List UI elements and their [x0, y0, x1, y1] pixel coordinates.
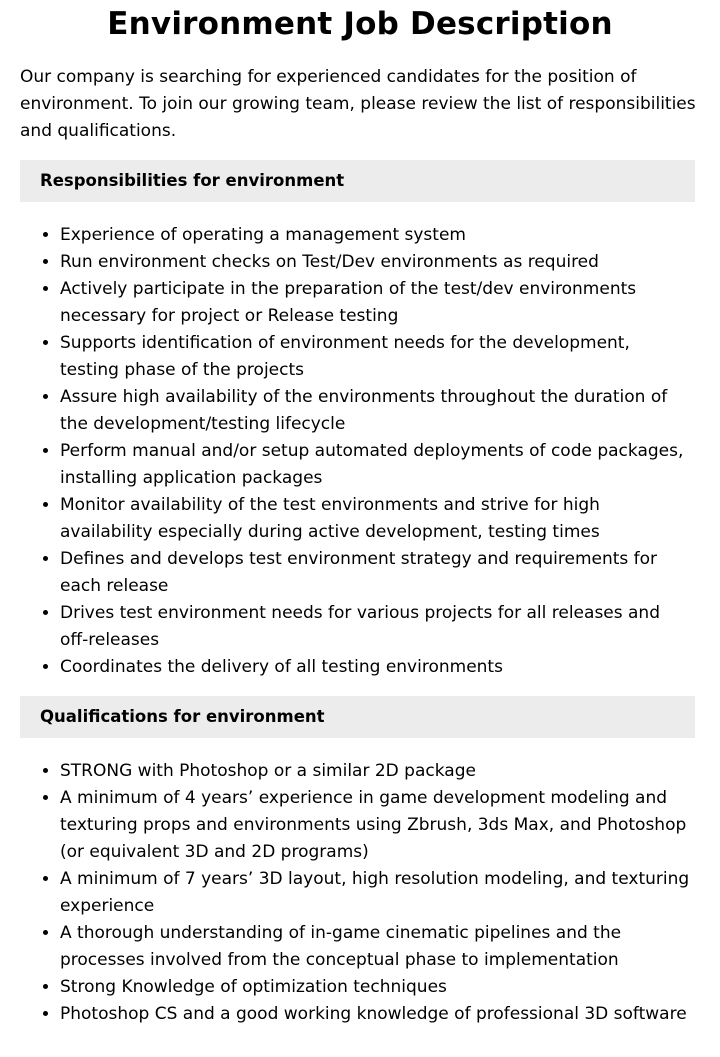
section-list	[20, 222, 690, 681]
page-title: Environment Job Description	[107, 6, 613, 42]
list-item: • Experience of operating a management system	[60, 222, 690, 249]
list-item: • STRONG with Photoshop or a similar 2D package	[60, 758, 690, 785]
list-item: • Perform manual and/or setup automated deployments of code packages, installing application packages	[60, 438, 690, 492]
list-item: • Monitor availability of the test environments and strive for high availability especially during active development, testing times	[60, 492, 690, 546]
list-item: • Assure high availability of the environments throughout the duration of the development/testing lifecycle	[60, 384, 690, 438]
section-heading: Responsibilities for environment	[20, 160, 695, 202]
section-heading: Qualifications for environment	[20, 696, 695, 738]
intro-text: Our company is searching for experienced candidates for the position of environment. To join our growing team, please review the list of responsibilities and qualifications.	[20, 67, 696, 141]
list-item: • Drives test environment needs for various projects for all releases and off-releases	[60, 600, 690, 654]
list-item: • A minimum of 7 years’ 3D layout, high resolution modeling, and texturing experience	[60, 866, 690, 920]
list-item: • A minimum of 4 years’ experience in game development modeling and texturing props and environments using Zbrush, 3ds Max, and Photoshop (or equivalent 3D and 2D programs)	[60, 785, 690, 866]
list-item: • Coordinates the delivery of all testing environments	[60, 654, 690, 681]
list-item: • Strong Knowledge of optimization techniques	[60, 974, 690, 1001]
list-item: • A thorough understanding of in-game cinematic pipelines and the processes involved from the conceptual phase to implementation	[60, 920, 690, 974]
list-item: • Defines and develops test environment strategy and requirements for each release	[60, 546, 690, 600]
list-item: • Photoshop CS and a good working knowledge of professional 3D software	[60, 1001, 690, 1028]
list-item: • Run environment checks on Test/Dev environments as required	[60, 249, 690, 276]
list-item: • Supports identification of environment needs for the development, testing phase of the projects	[60, 330, 690, 384]
section-list	[20, 758, 690, 1028]
list-item: • Actively participate in the preparation of the test/dev environments necessary for project or Release testing	[60, 276, 690, 330]
